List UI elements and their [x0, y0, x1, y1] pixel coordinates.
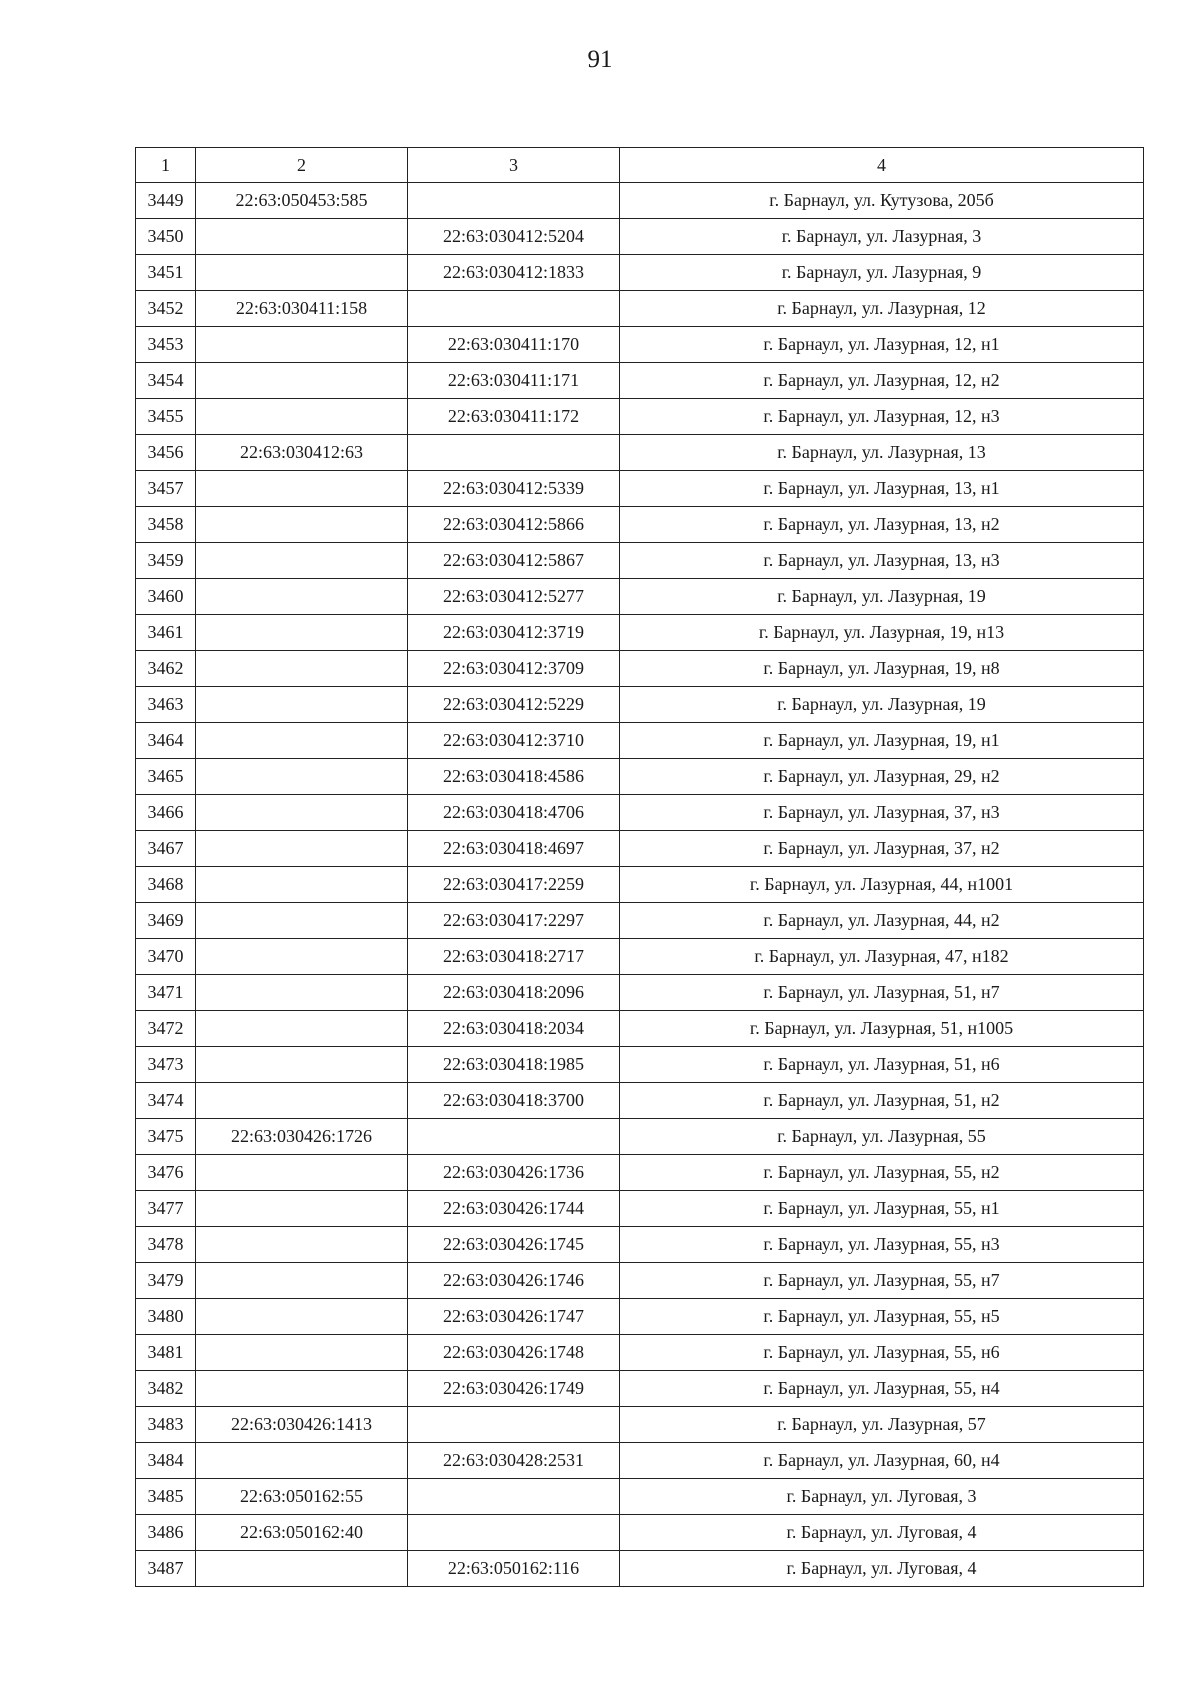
header-row	[136, 148, 1144, 183]
row-number-cell: 3486	[136, 1515, 196, 1551]
row-number-cell: 3454	[136, 363, 196, 399]
land-cadastral-number-cell	[196, 1443, 408, 1479]
row-number-cell: 3461	[136, 615, 196, 651]
row-number-cell: 3487	[136, 1551, 196, 1587]
table-row	[136, 255, 1144, 291]
row-number-cell: 3482	[136, 1371, 196, 1407]
row-number-cell: 3472	[136, 1011, 196, 1047]
building-cadastral-number-cell: 22:63:030426:1736	[408, 1155, 620, 1191]
land-cadastral-number-cell	[196, 723, 408, 759]
address-cell: г. Барнаул, ул. Лазурная, 44, н1001	[620, 867, 1144, 903]
land-cadastral-number-cell	[196, 471, 408, 507]
header-cell-4: 4	[620, 148, 1144, 183]
building-cadastral-number-cell: 22:63:030426:1749	[408, 1371, 620, 1407]
land-cadastral-number-cell	[196, 1551, 408, 1587]
table-row	[136, 1047, 1144, 1083]
table-row	[136, 1119, 1144, 1155]
address-cell: г. Барнаул, ул. Лазурная, 60, н4	[620, 1443, 1144, 1479]
row-number-cell: 3484	[136, 1443, 196, 1479]
address-cell: г. Барнаул, ул. Луговая, 4	[620, 1515, 1144, 1551]
land-cadastral-number-cell	[196, 831, 408, 867]
table-row	[136, 1155, 1144, 1191]
table-row	[136, 615, 1144, 651]
address-cell: г. Барнаул, ул. Лазурная, 13	[620, 435, 1144, 471]
row-number-cell: 3452	[136, 291, 196, 327]
table-row	[136, 1299, 1144, 1335]
building-cadastral-number-cell: 22:63:030418:3700	[408, 1083, 620, 1119]
land-cadastral-number-cell	[196, 1371, 408, 1407]
building-cadastral-number-cell	[408, 1479, 620, 1515]
table-row	[136, 795, 1144, 831]
table-row	[136, 1479, 1144, 1515]
row-number-cell: 3451	[136, 255, 196, 291]
building-cadastral-number-cell: 22:63:030426:1748	[408, 1335, 620, 1371]
table-row	[136, 1335, 1144, 1371]
table-row	[136, 939, 1144, 975]
table-row	[136, 1443, 1144, 1479]
row-number-cell: 3473	[136, 1047, 196, 1083]
table-row	[136, 471, 1144, 507]
row-number-cell: 3480	[136, 1299, 196, 1335]
address-cell: г. Барнаул, ул. Лазурная, 13, н3	[620, 543, 1144, 579]
land-cadastral-number-cell	[196, 363, 408, 399]
address-cell: г. Барнаул, ул. Лазурная, 12, н1	[620, 327, 1144, 363]
address-cell: г. Барнаул, ул. Лазурная, 19, н1	[620, 723, 1144, 759]
address-cell: г. Барнаул, ул. Лазурная, 57	[620, 1407, 1144, 1443]
land-cadastral-number-cell	[196, 507, 408, 543]
table-row	[136, 1083, 1144, 1119]
building-cadastral-number-cell: 22:63:030412:5277	[408, 579, 620, 615]
address-cell: г. Барнаул, ул. Лазурная, 37, н2	[620, 831, 1144, 867]
building-cadastral-number-cell	[408, 291, 620, 327]
address-cell: г. Барнаул, ул. Лазурная, 19, н13	[620, 615, 1144, 651]
table-row	[136, 651, 1144, 687]
table-row	[136, 435, 1144, 471]
table-row	[136, 543, 1144, 579]
land-cadastral-number-cell	[196, 255, 408, 291]
building-cadastral-number-cell: 22:63:050162:116	[408, 1551, 620, 1587]
registry-table	[135, 147, 1144, 1587]
address-cell: г. Барнаул, ул. Лазурная, 9	[620, 255, 1144, 291]
header-cell-1: 1	[136, 148, 196, 183]
address-cell: г. Барнаул, ул. Лазурная, 47, н182	[620, 939, 1144, 975]
row-number-cell: 3474	[136, 1083, 196, 1119]
land-cadastral-number-cell: 22:63:030426:1726	[196, 1119, 408, 1155]
row-number-cell: 3467	[136, 831, 196, 867]
row-number-cell: 3453	[136, 327, 196, 363]
address-cell: г. Барнаул, ул. Лазурная, 55, н2	[620, 1155, 1144, 1191]
table-row	[136, 507, 1144, 543]
land-cadastral-number-cell	[196, 939, 408, 975]
land-cadastral-number-cell: 22:63:030426:1413	[196, 1407, 408, 1443]
row-number-cell: 3463	[136, 687, 196, 723]
address-cell: г. Барнаул, ул. Лазурная, 55, н7	[620, 1263, 1144, 1299]
land-cadastral-number-cell	[196, 615, 408, 651]
address-cell: г. Барнаул, ул. Лазурная, 19	[620, 687, 1144, 723]
table-body	[136, 183, 1144, 1587]
table-header	[136, 148, 1144, 183]
building-cadastral-number-cell	[408, 1407, 620, 1443]
row-number-cell: 3457	[136, 471, 196, 507]
table-row	[136, 975, 1144, 1011]
address-cell: г. Барнаул, ул. Лазурная, 19, н8	[620, 651, 1144, 687]
building-cadastral-number-cell: 22:63:030412:5339	[408, 471, 620, 507]
building-cadastral-number-cell	[408, 1119, 620, 1155]
address-cell: г. Барнаул, ул. Лазурная, 13, н1	[620, 471, 1144, 507]
row-number-cell: 3458	[136, 507, 196, 543]
building-cadastral-number-cell: 22:63:030426:1746	[408, 1263, 620, 1299]
row-number-cell: 3455	[136, 399, 196, 435]
row-number-cell: 3479	[136, 1263, 196, 1299]
row-number-cell: 3466	[136, 795, 196, 831]
row-number-cell: 3477	[136, 1191, 196, 1227]
table-row	[136, 291, 1144, 327]
table-row	[136, 831, 1144, 867]
row-number-cell: 3478	[136, 1227, 196, 1263]
row-number-cell: 3468	[136, 867, 196, 903]
row-number-cell: 3476	[136, 1155, 196, 1191]
building-cadastral-number-cell: 22:63:030412:1833	[408, 255, 620, 291]
building-cadastral-number-cell	[408, 1515, 620, 1551]
address-cell: г. Барнаул, ул. Лазурная, 55	[620, 1119, 1144, 1155]
page-number: 91	[587, 46, 613, 73]
land-cadastral-number-cell	[196, 1335, 408, 1371]
address-cell: г. Барнаул, ул. Лазурная, 55, н4	[620, 1371, 1144, 1407]
table-row	[136, 1263, 1144, 1299]
row-number-cell: 3475	[136, 1119, 196, 1155]
address-cell: г. Барнаул, ул. Лазурная, 12	[620, 291, 1144, 327]
table-row	[136, 723, 1144, 759]
address-cell: г. Барнаул, ул. Лазурная, 3	[620, 219, 1144, 255]
header-cell-2: 2	[196, 148, 408, 183]
land-cadastral-number-cell	[196, 219, 408, 255]
address-cell: г. Барнаул, ул. Лазурная, 51, н7	[620, 975, 1144, 1011]
land-cadastral-number-cell: 22:63:030412:63	[196, 435, 408, 471]
land-cadastral-number-cell	[196, 1191, 408, 1227]
building-cadastral-number-cell: 22:63:030418:4706	[408, 795, 620, 831]
land-cadastral-number-cell	[196, 975, 408, 1011]
address-cell: г. Барнаул, ул. Лазурная, 29, н2	[620, 759, 1144, 795]
address-cell: г. Барнаул, ул. Кутузова, 205б	[620, 183, 1144, 219]
table-row	[136, 1191, 1144, 1227]
building-cadastral-number-cell: 22:63:030426:1747	[408, 1299, 620, 1335]
row-number-cell: 3450	[136, 219, 196, 255]
table-row	[136, 1551, 1144, 1587]
building-cadastral-number-cell	[408, 435, 620, 471]
table-row	[136, 1407, 1144, 1443]
building-cadastral-number-cell: 22:63:030411:171	[408, 363, 620, 399]
address-cell: г. Барнаул, ул. Лазурная, 55, н6	[620, 1335, 1144, 1371]
table-row	[136, 327, 1144, 363]
row-number-cell: 3470	[136, 939, 196, 975]
table-row	[136, 1515, 1144, 1551]
land-cadastral-number-cell	[196, 903, 408, 939]
building-cadastral-number-cell: 22:63:030412:3709	[408, 651, 620, 687]
address-cell: г. Барнаул, ул. Лазурная, 55, н3	[620, 1227, 1144, 1263]
building-cadastral-number-cell: 22:63:030418:2034	[408, 1011, 620, 1047]
table-row	[136, 363, 1144, 399]
land-cadastral-number-cell	[196, 1263, 408, 1299]
table-row	[136, 1011, 1144, 1047]
address-cell: г. Барнаул, ул. Луговая, 4	[620, 1551, 1144, 1587]
land-cadastral-number-cell	[196, 327, 408, 363]
address-cell: г. Барнаул, ул. Лазурная, 55, н1	[620, 1191, 1144, 1227]
address-cell: г. Барнаул, ул. Лазурная, 51, н2	[620, 1083, 1144, 1119]
table-row	[136, 1227, 1144, 1263]
building-cadastral-number-cell: 22:63:030417:2259	[408, 867, 620, 903]
land-cadastral-number-cell	[196, 543, 408, 579]
row-number-cell: 3460	[136, 579, 196, 615]
building-cadastral-number-cell: 22:63:030418:2717	[408, 939, 620, 975]
row-number-cell: 3485	[136, 1479, 196, 1515]
address-cell: г. Барнаул, ул. Лазурная, 12, н3	[620, 399, 1144, 435]
land-cadastral-number-cell	[196, 1227, 408, 1263]
land-cadastral-number-cell: 22:63:050162:55	[196, 1479, 408, 1515]
building-cadastral-number-cell: 22:63:030412:5866	[408, 507, 620, 543]
row-number-cell: 3462	[136, 651, 196, 687]
building-cadastral-number-cell: 22:63:030412:3719	[408, 615, 620, 651]
row-number-cell: 3449	[136, 183, 196, 219]
header-cell-3: 3	[408, 148, 620, 183]
address-cell: г. Барнаул, ул. Лазурная, 19	[620, 579, 1144, 615]
address-cell: г. Барнаул, ул. Лазурная, 12, н2	[620, 363, 1144, 399]
building-cadastral-number-cell: 22:63:030418:4697	[408, 831, 620, 867]
land-cadastral-number-cell	[196, 1155, 408, 1191]
table-row	[136, 183, 1144, 219]
land-cadastral-number-cell	[196, 1011, 408, 1047]
land-cadastral-number-cell: 22:63:050162:40	[196, 1515, 408, 1551]
address-cell: г. Барнаул, ул. Лазурная, 51, н6	[620, 1047, 1144, 1083]
land-cadastral-number-cell	[196, 1299, 408, 1335]
building-cadastral-number-cell: 22:63:030418:4586	[408, 759, 620, 795]
land-cadastral-number-cell: 22:63:030411:158	[196, 291, 408, 327]
building-cadastral-number-cell: 22:63:030418:1985	[408, 1047, 620, 1083]
building-cadastral-number-cell: 22:63:030411:170	[408, 327, 620, 363]
building-cadastral-number-cell: 22:63:030428:2531	[408, 1443, 620, 1479]
building-cadastral-number-cell: 22:63:030412:5229	[408, 687, 620, 723]
address-cell: г. Барнаул, ул. Лазурная, 44, н2	[620, 903, 1144, 939]
table-row	[136, 579, 1144, 615]
building-cadastral-number-cell: 22:63:030426:1744	[408, 1191, 620, 1227]
address-cell: г. Барнаул, ул. Лазурная, 51, н1005	[620, 1011, 1144, 1047]
address-cell: г. Барнаул, ул. Лазурная, 13, н2	[620, 507, 1144, 543]
row-number-cell: 3456	[136, 435, 196, 471]
table-row	[136, 219, 1144, 255]
land-cadastral-number-cell	[196, 651, 408, 687]
land-cadastral-number-cell	[196, 795, 408, 831]
land-cadastral-number-cell	[196, 1083, 408, 1119]
building-cadastral-number-cell: 22:63:030412:5867	[408, 543, 620, 579]
table-row	[136, 399, 1144, 435]
row-number-cell: 3483	[136, 1407, 196, 1443]
land-cadastral-number-cell	[196, 759, 408, 795]
row-number-cell: 3481	[136, 1335, 196, 1371]
row-number-cell: 3459	[136, 543, 196, 579]
land-cadastral-number-cell	[196, 399, 408, 435]
building-cadastral-number-cell: 22:63:030412:5204	[408, 219, 620, 255]
row-number-cell: 3464	[136, 723, 196, 759]
building-cadastral-number-cell	[408, 183, 620, 219]
building-cadastral-number-cell: 22:63:030412:3710	[408, 723, 620, 759]
row-number-cell: 3465	[136, 759, 196, 795]
table-row	[136, 867, 1144, 903]
building-cadastral-number-cell: 22:63:030411:172	[408, 399, 620, 435]
land-cadastral-number-cell	[196, 687, 408, 723]
table-row	[136, 687, 1144, 723]
building-cadastral-number-cell: 22:63:030418:2096	[408, 975, 620, 1011]
address-cell: г. Барнаул, ул. Лазурная, 55, н5	[620, 1299, 1144, 1335]
land-cadastral-number-cell	[196, 867, 408, 903]
row-number-cell: 3469	[136, 903, 196, 939]
table-row	[136, 1371, 1144, 1407]
land-cadastral-number-cell	[196, 579, 408, 615]
building-cadastral-number-cell: 22:63:030417:2297	[408, 903, 620, 939]
address-cell: г. Барнаул, ул. Луговая, 3	[620, 1479, 1144, 1515]
land-cadastral-number-cell	[196, 1047, 408, 1083]
table-row	[136, 759, 1144, 795]
row-number-cell: 3471	[136, 975, 196, 1011]
table-row	[136, 903, 1144, 939]
land-cadastral-number-cell: 22:63:050453:585	[196, 183, 408, 219]
building-cadastral-number-cell: 22:63:030426:1745	[408, 1227, 620, 1263]
address-cell: г. Барнаул, ул. Лазурная, 37, н3	[620, 795, 1144, 831]
